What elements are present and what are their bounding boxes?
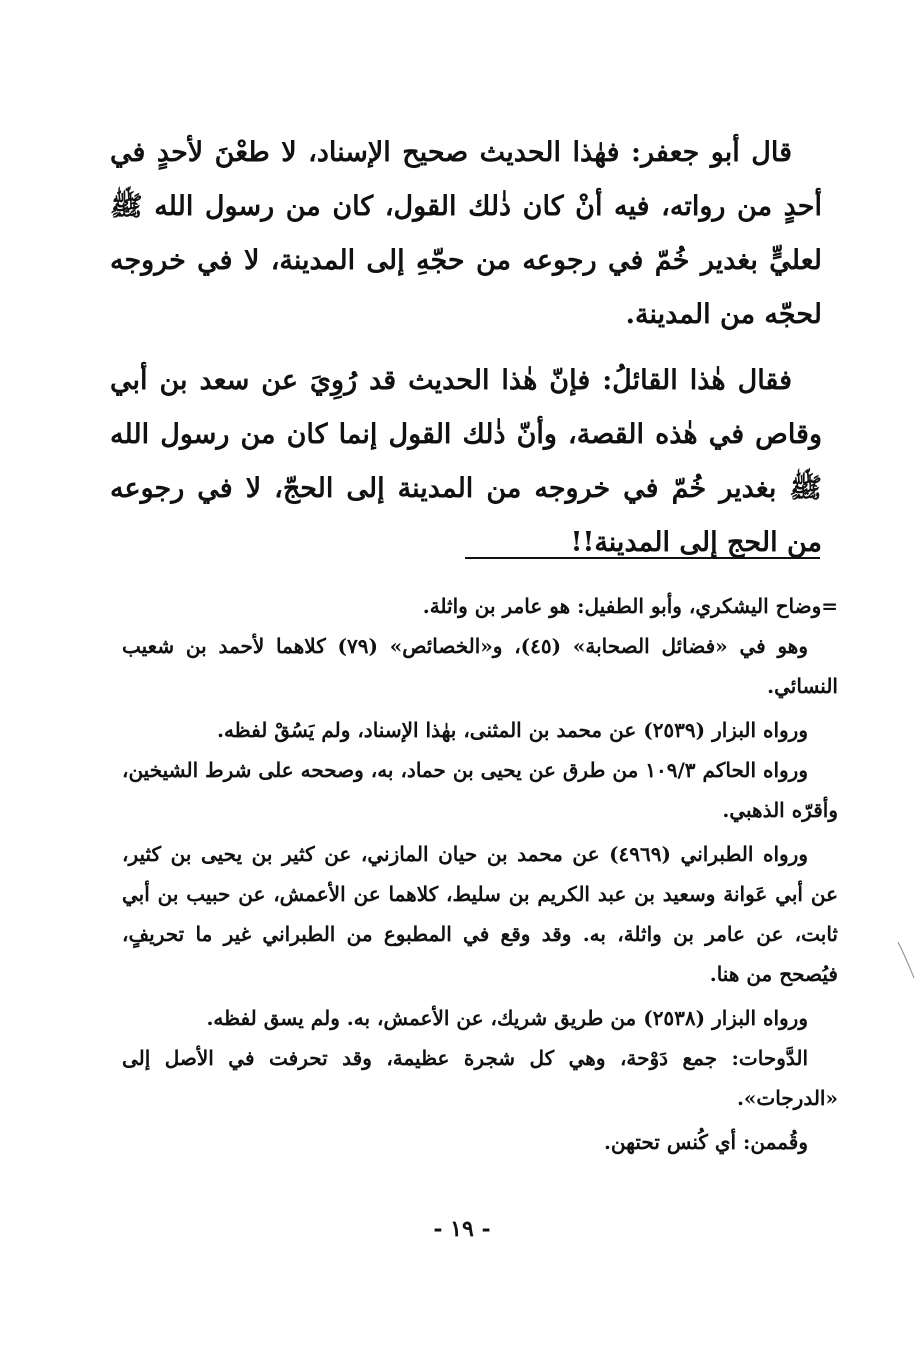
- footnote-line: ورواه البزار (٢٥٣٩) عن محمد بن المثنى، بهٰذا الإسناد، ولم يَسُقْ لفظه.: [217, 718, 808, 742]
- footnote-line: وهو في «فضائل الصحابة» (٤٥)، و«الخصائص» (٧٩) كلاهما لأحمد بن شعيب النسائي.: [122, 634, 838, 698]
- footnote-separator: [465, 557, 820, 559]
- main-paragraph: قال أبو جعفر: فهٰذا الحديث صحيح الإسناد، لا طعْنَ لأحدٍ في أحدٍ من رواته، فيه أنْ كان ذٰلك القول، كان من رسول الله ﷺ لعليٍّ بغدير خُمّ في رجوعه من حجّهِ إلى المدينة، لا في خروجه لحجّه من المدينة.: [110, 137, 822, 330]
- footnote-line: الدَّوحات: جمع دَوْحة، وهي كل شجرة عظيمة، وقد تحرفت في الأصل إلى «الدرجات».: [122, 1046, 838, 1110]
- footnote-line: =وضاح اليشكري، وأبو الطفيل: هو عامر بن واثلة.: [422, 594, 838, 618]
- page-number: - ١٩ -: [433, 1216, 491, 1242]
- scan-edge-mark: [896, 940, 916, 980]
- footnote-line: ورواه الطبراني (٤٩٦٩) عن محمد بن حيان المازني، عن كثير بن يحيى بن كثير، عن أبي عَوانة وسعيد بن عبد الكريم بن سليط، كلاهما عن الأعمش، عن حبيب بن أبي ثابت، عن عامر بن واثلة، به. وقد وقع في المطبوع من الطبراني غير ما تحريفٍ، فيُصحح من هنا.: [122, 842, 839, 986]
- footnote-line: وقُممن: أي كُنس تحتهن.: [603, 1130, 808, 1154]
- main-text: [110, 126, 822, 582]
- main-paragraph: فقال هٰذا القائلُ: فإنّ هٰذا الحديث قد رُوِيَ عن سعد بن أبي وقاص في هٰذه القصة، وأنّ ذٰلك القول إنما كان من رسول الله ﷺ بغدير خُمّ في خروجه من المدينة إلى الحجّ، لا في رجوعه من الحج إلى المدينة!!: [110, 365, 822, 558]
- footnote-line: ورواه الحاكم ١٠٩/٣ من طرق عن يحيى بن حماد، به، وصححه على شرط الشيخين، وأقرّه الذهبي.: [122, 758, 838, 822]
- footnotes: [122, 586, 838, 1162]
- footnote-line: ورواه البزار (٢٥٣٨) من طريق شريك، عن الأعمش، به. ولم يسق لفظه.: [206, 1006, 808, 1030]
